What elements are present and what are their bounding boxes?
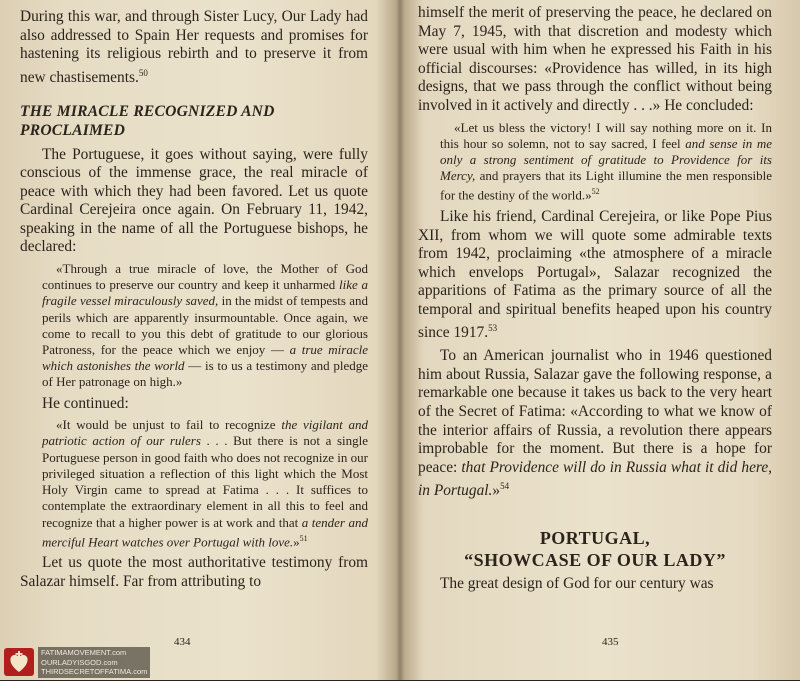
paragraph: Like his friend, Cardinal Cerejeira, or like Pope Pius XII, from whom we will quote some admirable texts from 1942, proclaiming «the atmosphere of a miracle which envelops Portugal», Salazar recognized the apparitions of Fatima as the primary source of all the temporal and spiritual benefits heaped upon his country since 1917.53 — [418, 207, 772, 342]
paragraph: He continued: — [42, 394, 129, 412]
paragraph: The Portuguese, it goes without saying, were fully conscious of the immense grace, the real miracle of peace with which they had been favored. Let us quote Cardinal Cerejeira once again. On February 11, 1942, speaking in the name of all the Portuguese bishops, he declared: — [20, 145, 368, 256]
block-quote: «It would be unjust to fail to recognize the vigilant and patriotic action of our rulers . . . But there is not a single Portuguese person in good faith who does not recognize in our privileged situation a reflection of this light which the Most Holy Virgin came to spread at Fatima . . . It suffices to contemplate the extraordinary element in all this to feel and recognize that a higher power is at work and that a tender and merciful Heart watches over Portugal with love.»$^{51}$ — [42, 417, 369, 550]
section-heading: THE MIRACLE RECOGNIZED AND PROCLAIMED — [20, 102, 275, 139]
footnote-ref: 54 — [500, 481, 510, 492]
block-quote: «Let us bless the victory! I will say nothing more on it. In this hour so solemn, not to say sacred, I feel and sense in me only a strong sentiment of gratitude to Providence for its Mercy, and prayers that its Light illumine the men responsible for the destiny of the world.»$^{52}$ — [440, 119, 772, 203]
section-heading: “SHOWCASE OF OUR LADY” — [464, 550, 726, 571]
paragraph: The great design of God for our century was — [440, 575, 714, 593]
footer-link[interactable]: FATIMAMOVEMENT.com — [41, 648, 127, 657]
footer-link[interactable]: THIRDSECRETOFFATIMA.com — [41, 667, 148, 676]
page-number: 434 — [174, 636, 191, 648]
right-page — [404, 0, 800, 680]
footer-links — [38, 647, 150, 678]
footer-link[interactable]: OURLADYISGOD.com — [41, 657, 118, 667]
section-heading: PORTUGAL, — [539, 528, 651, 549]
footnote-ref: 52 — [591, 187, 600, 197]
paragraph: Let us quote the most authoritative testimony from Salazar himself. Far from attributing to — [20, 554, 368, 590]
footnote-ref: 53 — [488, 323, 498, 334]
block-quote: «Through a true miracle of love, the Mother of God continues to preserve our country and keep it unharmed like a fragile vessel miraculously saved, in the midst of tempests and perils which are apparently insurmountable. Once again, we come to recall to you this debt of gratitude to our glorious Patroness, for the peace which we enjoy — a true miracle which astonishes the world — is to us a testimony and pledge of Her patronage on high.» — [42, 261, 368, 390]
left-page — [0, 0, 396, 680]
page-number: 435 — [602, 636, 619, 648]
footnote-ref: 50 — [138, 67, 148, 78]
footnote-ref: 51 — [299, 533, 308, 543]
paragraph: During this war, and through Sister Lucy, Our Lady had also addressed to Spain Her requests and promises for hastening its religious rebirth and to preserve it from new chastisements.$^{50}$ — [20, 8, 368, 86]
paragraph: To an American journalist who in 1946 questioned him about Russia, Salazar gave the following response, a remarkable one because it takes us back to the very heart of the Secret of Fatima: «According to what we know of the interior affairs of Russia, a revolution there appears improbable for the moment. But there is a hope for peace: that Providence will do in Russia what it did here, in Portugal.»$^{54}$ — [418, 347, 772, 500]
paragraph: himself the merit of preserving the peace, he declared on May 7, 1945, with that discretion and modesty which were usual with him when he expressed his Faith in his official discourses: «Providence has willed, in its high designs, that we pass through the conflict without being involved in it actively and directly . . .» He concluded: — [418, 4, 772, 114]
heart-emblem-icon — [4, 648, 34, 676]
